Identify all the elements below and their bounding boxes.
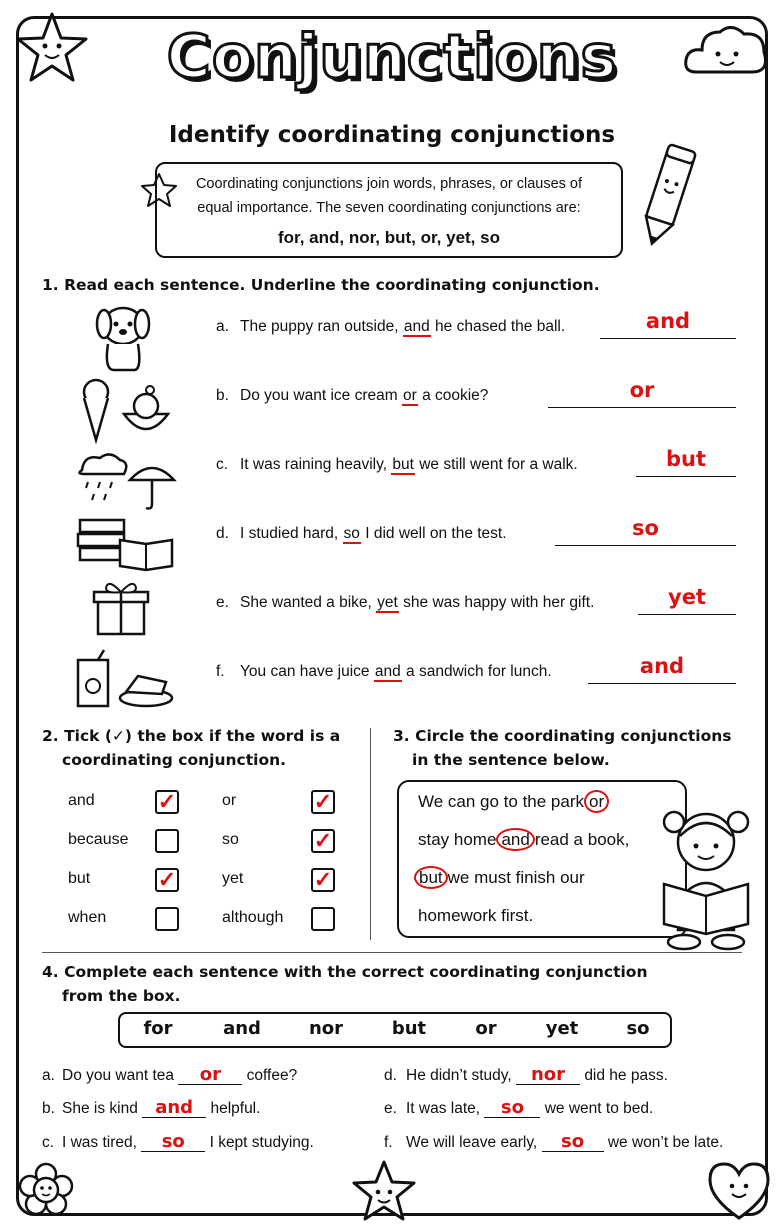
circled-conjunction: but [414,866,448,889]
section4-heading-2: from the box. [62,987,181,1005]
sentence-text: I kept studying. [209,1134,314,1151]
item-letter: c. [216,456,229,473]
section3-heading-1: 3. Circle the coordinating conjunctions [393,727,732,745]
section3-heading-2: in the sentence below. [412,751,610,769]
page-title: Conjunctions [166,22,618,92]
section-divider [42,952,742,953]
sentence-text: he chased the ball. [430,318,566,335]
umbrella-icon [76,450,176,512]
item-letter: e. [216,594,229,611]
tick-checkbox[interactable]: ✓ [311,868,335,892]
books-icon [76,516,174,570]
sentence-text: helpful. [210,1100,261,1117]
item-letter: b. [42,1100,55,1117]
tick-checkbox[interactable] [311,907,335,931]
sentence-row [216,663,552,681]
tick-word: although [222,909,284,926]
tick-word: because [68,831,129,848]
sentence-text: I studied hard, [240,525,343,542]
sentence-row [216,594,594,612]
fill-in-row [42,1133,314,1152]
circle-line-3: but we must finish our [414,868,585,888]
section2-heading-2: coordinating conjunction. [62,751,287,769]
word-box-word: and [223,1018,261,1039]
answer-text: yet [668,585,706,609]
page-subtitle: Identify coordinating conjunctions [168,122,616,148]
section1-heading: 1. Read each sentence. Underline the coordinating conjunction. [42,276,600,294]
sentence-text: I did well on the test. [360,525,507,542]
item-letter: d. [216,525,229,542]
puppy-icon [92,300,154,374]
item-letter: f. [216,663,225,680]
word-box-word: so [626,1018,650,1039]
sentence-text: It was late, [406,1100,481,1117]
tick-checkbox[interactable]: ✓ [155,790,179,814]
sentence-text: You can have juice [240,663,374,680]
sentence-text: Do you want tea [62,1067,175,1084]
sentence-text: she was happy with her gift. [398,594,595,611]
answer-text: and [645,309,691,333]
item-letter: e. [384,1100,397,1117]
fill-in-row [42,1066,297,1085]
sentence-row [216,318,565,336]
underlined-conjunction: and [403,318,430,335]
answer-text: but [665,447,707,471]
circle-line-4: homework first. [418,906,534,925]
underlined-conjunction: and [374,663,401,680]
answer-text: or [629,378,655,402]
sentence-text: did he pass. [584,1067,668,1084]
answer-text: and [639,654,685,678]
fill-in-row [384,1066,668,1085]
sentence-text: a cookie? [417,387,489,404]
sentence-text: we went to bed. [544,1100,654,1117]
circle-line-1: We can go to the park or [418,792,609,812]
circled-conjunction: or [584,790,609,813]
answer-text: so [632,516,659,540]
sentence-text: We will leave early, [406,1134,538,1151]
tick-word: and [68,792,95,809]
item-letter: d. [384,1067,397,1084]
sentence-text: coffee? [246,1067,298,1084]
conjunction-list: for, and, nor, but, or, yet, so [278,228,500,247]
section2-heading-1: 2. Tick (✓) the box if the word is a [42,727,341,745]
sentence-text: we won’t be late. [607,1134,724,1151]
item-letter: c. [42,1134,55,1151]
answer-blank[interactable]: or [178,1066,242,1085]
sentence-text: It was raining heavily, [240,456,392,473]
tick-checkbox[interactable] [155,907,179,931]
heart-icon [706,1160,772,1222]
fill-in-row [384,1099,653,1118]
word-box-word: or [475,1018,497,1039]
sentence-text: The puppy ran outside, [240,318,403,335]
underlined-conjunction: or [402,387,417,404]
flower-icon [18,1162,74,1218]
tick-word: but [68,870,91,887]
tick-checkbox[interactable]: ✓ [155,868,179,892]
item-letter: a. [42,1067,55,1084]
intro-box [155,162,623,258]
word-box-word: but [391,1018,427,1039]
pencil-icon [636,138,700,250]
underlined-conjunction: yet [377,594,398,611]
sentence-text: a sandwich for lunch. [401,663,552,680]
star-icon [350,1158,418,1224]
tick-word: yet [222,870,244,887]
sentence-row [216,456,578,474]
section4-heading-1: 4. Complete each sentence with the correct coordinating conjunction [42,963,648,981]
sentence-text: Do you want ice cream [240,387,402,404]
gift-icon [92,578,150,636]
tick-checkbox[interactable]: ✓ [311,790,335,814]
fill-in-row [42,1099,260,1118]
underlined-conjunction: so [343,525,360,542]
answer-blank[interactable]: so [141,1133,205,1152]
underlined-conjunction: but [392,456,414,473]
item-letter: a. [216,318,229,335]
circled-conjunction: and [496,828,534,851]
sentence-row [216,387,488,405]
word-box-word: yet [545,1018,579,1039]
sentence-text: I was tired, [62,1134,137,1151]
sentence-row [216,525,507,543]
intro-line-1: Coordinating conjunctions join words, phrases, or clauses of [195,176,583,192]
tick-checkbox[interactable]: ✓ [311,829,335,853]
word-box-word: nor [308,1018,344,1039]
sentence-text: we still went for a walk. [414,456,578,473]
item-letter: f. [384,1134,393,1151]
sentence-text: He didn’t study, [406,1067,512,1084]
sentence-text: She wanted a bike, [240,594,377,611]
tick-word: so [222,831,239,848]
answer-blank[interactable]: nor [516,1066,580,1085]
juice-sandwich-icon [74,648,174,710]
sentence-text: She is kind [62,1100,138,1117]
fill-in-row [384,1133,723,1152]
item-letter: b. [216,387,229,404]
tick-word: when [68,909,107,926]
circle-line-2: stay home and read a book, [418,830,630,849]
intro-line-2: equal importance. The seven coordinating conjunctions are: [197,200,581,216]
tick-word: or [222,792,237,809]
section-divider [370,728,371,940]
girl-reading-icon [656,800,756,952]
word-box-word: for [143,1018,173,1039]
answer-blank[interactable]: so [484,1099,540,1118]
tick-checkbox[interactable] [155,829,179,853]
answer-blank[interactable]: so [542,1133,604,1152]
ice-cream-icon [76,378,172,444]
answer-blank[interactable]: and [142,1099,206,1118]
